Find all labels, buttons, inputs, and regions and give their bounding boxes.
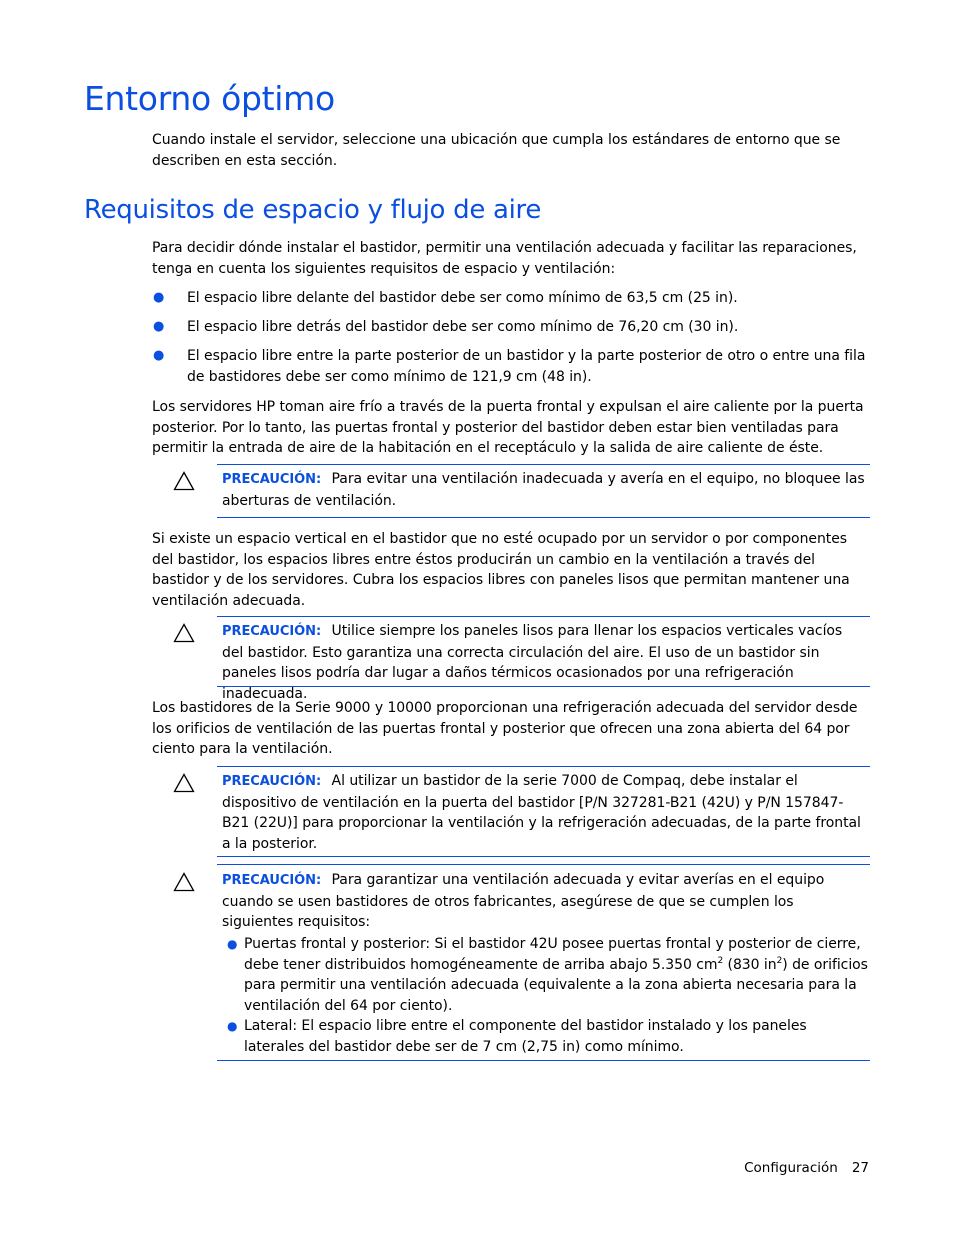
caution-triangle-icon (173, 773, 195, 793)
series-paragraph: Los bastidores de la Serie 9000 y 10000 proporcionan una refrigeración adecuada del servidor desde los orificios de ventilación de las puertas frontal y posterior que ofrecen una zona abierta del 64 por ciento para la ventilación. (152, 700, 858, 758)
caution-text: Al utilizar un bastidor de la serie 7000 de Compaq, debe instalar el dispositivo de ventilación en la puerta del bastidor [P/N 327281-B21 (42U) y P/N 157847-B21 (22U)] para proporcionar la ventilación y la refrigeración adecuadas, de la parte frontal a la posterior. (222, 773, 861, 853)
caution-label: PRECAUCIÓN: (222, 774, 322, 789)
section-intro-paragraph: Para decidir dónde instalar el bastidor, permitir una ventilación adecuada y facilitar las reparaciones, tenga en cuenta los siguientes requisitos de espacio y ventilación: (152, 240, 857, 277)
bullet-icon: ● (153, 348, 165, 363)
caution-label: PRECAUCIÓN: (222, 624, 322, 639)
page-title: Entorno óptimo (84, 79, 335, 118)
airflow-paragraph: Los servidores HP toman aire frío a través de la puerta frontal y expulsan el aire caliente por la puerta posterior. Por lo tanto, las puertas frontal y posterior del bastidor deben estar bien ventiladas para permitir la entrada de aire de la habitación en el receptáculo y la salida de aire caliente de éste. (152, 399, 864, 457)
caution-triangle-icon (173, 872, 195, 892)
caution-triangle-icon (173, 623, 195, 643)
caution-text: Para garantizar una ventilación adecuada y evitar averías en el equipo cuando se usen bastidores de otros fabricantes, asegúrese de que se cumplen los siguientes requisitos: (222, 872, 825, 931)
page-footer (744, 1158, 869, 1178)
bullet-icon: ● (227, 1019, 238, 1033)
bullet-icon: ● (153, 319, 165, 334)
caution-text: Para evitar una ventilación inadecuada y avería en el equipo, no bloquee las aberturas de ventilación. (222, 471, 865, 509)
caution-box (217, 464, 870, 518)
caution-label: PRECAUCIÓN: (222, 873, 322, 888)
bullet-icon: ● (153, 290, 165, 305)
footer-section: Configuración (744, 1160, 838, 1176)
caution-text: Utilice siempre los paneles lisos para llenar los espacios verticales vacíos del bastidor. Esto garantiza una correcta circulación del aire. El uso de un bastidor sin paneles lisos podría dar lugar a daños térmicos ocasionados por una refrigeración inadecuada. (222, 623, 843, 703)
bullet-icon: ● (227, 937, 238, 951)
intro-paragraph: Cuando instale el servidor, seleccione una ubicación que cumpla los estándares de entorno que se describen en esta sección. (152, 132, 841, 169)
page-number: 27 (851, 1160, 869, 1176)
caution-triangle-icon (173, 471, 195, 491)
caution-box (217, 766, 870, 857)
caution-label: PRECAUCIÓN: (222, 472, 322, 487)
caution-box (217, 616, 870, 703)
document-page: Entorno óptimo Cuando instale el servidor, seleccione una ubicación que cumpla los estándares de entorno que se describen en esta sección. Requisitos de espacio y flujo de aire Para decidir dónde instalar el bastidor, permitir una ventilación adecuada y facilitar las reparaciones, tenga en cuenta los siguientes requisitos de espacio y ventilación: ● El espacio libre delante del bastidor debe ser como mínimo de 63,5 cm (25 in). ● El espacio libre detrás del bastidor debe ser como mínimo de 76,20 cm (30 in). ● El espacio libre entre la parte posterior de un bastidor y la parte posterior de otro o entre una fila de bastidores debe ser como mínimo de 121,9 cm (48 in). Los servidores HP toman aire frío a través de la puerta frontal y expulsan el aire caliente por la puerta posterior. Por lo tanto, las puertas frontal y posterior del bastidor deben estar bien ventiladas para permitir la entrada de aire de la habitación en el receptáculo y la salida de aire caliente de éste. PRECAUCIÓN: Para evitar una ventilación inadecuada y avería en el equipo, no bloquee las aberturas de ventilación. Si existe un espacio vertical en el bastidor que no esté ocupado por un servidor o por componentes del bastidor, los espacios libres entre éstos producirán un cambio en la ventilación a través del bastidor y de los servidores. Cubra los espacios libres con paneles lisos que permitan mantener una ventilación adecuada. PRECAUCIÓN: Utilice siempre los paneles lisos para llenar los espacios verticales vacíos del bastidor. Esto garantiza una correcta circulación del aire. El uso de un bastidor sin paneles lisos podría dar lugar a daños térmicos ocasionados por una refrigeración inadecuada. Los bastidores de la Serie 9000 y 10000 proporcionan una refrigeración adecuada del servidor desde los orificios de ventilación de las puertas frontal y posterior que ofrecen una zona abierta del 64 por ciento para la ventilación. PRECAUCIÓN: Al utilizar un bastidor de la serie 7000 de Compaq, debe instalar el dispositivo de ventilación en la puerta del bastidor [P/N 327281-B21 (42U) y P/N 157847-B21 (22U)] para proporcionar la ventilación y la refrigeración adecuadas, de la parte frontal a la posterior. PRECAUCIÓN: Para garantizar una ventilación adecuada y evitar averías en el equipo cuando se usen bastidores de otros fabricantes, asegúrese de que se cumplen los siguientes requisitos: ● Puertas frontal y posterior: Si el bastidor 42U posee puertas frontal y posterior de cierre, debe tener distribuidos homogéneamente de arriba abajo 5.350 $cm^2$ (830 $in^2$) de orificios para permitir una ventilación adecuada (equivalente a la zona abierta necesaria para la ventilación del 64 por ciento). ● Lateral: El espacio libre entre el componente del bastidor instalado y los paneles laterales del bastidor debe ser de 7 cm (2,75 in) como mínimo. Configuración 27 (84, 79, 869, 1176)
section-title: Requisitos de espacio y flujo de aire (84, 195, 542, 225)
vertical-space-paragraph: Si existe un espacio vertical en el bastidor que no esté ocupado por un servidor o por componentes del bastidor, los espacios libres entre éstos producirán un cambio en la ventilación a través del bastidor y de los servidores. Cubra los espacios libres con paneles lisos que permitan mantener una ventilación adecuada. (152, 531, 850, 610)
